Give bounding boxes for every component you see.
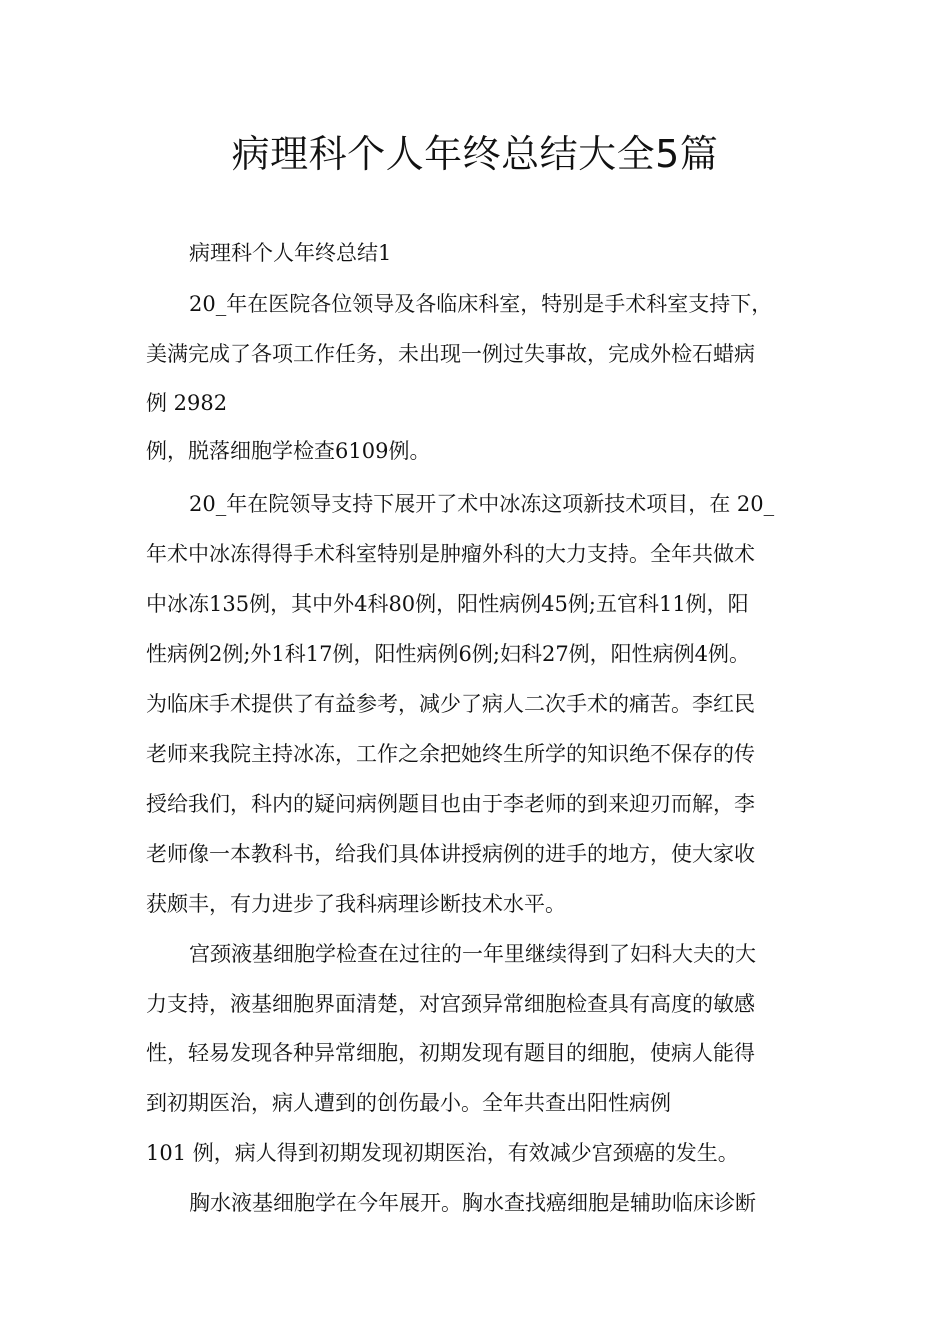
paragraph-line: 20_年在医院各位领导及各临床科室，特别是手术科室支持下， xyxy=(189,292,773,316)
paragraph-line: 例 2982 xyxy=(146,391,228,415)
paragraph-line: 到初期医治，病人遭到的创伤最小。全年共查出阳性病例 xyxy=(146,1091,671,1115)
paragraph-line: 美满完成了各项工作任务，未出现一例过失事故，完成外检石蜡病 xyxy=(146,342,755,366)
paragraph-line: 获颇丰，有力进步了我科病理诊断技术水平。 xyxy=(146,892,566,916)
paragraph-line: 为临床手术提供了有益参考，减少了病人二次手术的痛苦。李红民 xyxy=(146,692,755,716)
paragraph-line: 授给我们，科内的疑问病例题目也由于李老师的到来迎刃而解，李 xyxy=(146,792,755,816)
paragraph-line: 101 例，病人得到初期发现初期医治，有效减少宫颈癌的发生。 xyxy=(146,1141,739,1165)
paragraph-line: 中冰冻135例，其中外4科80例，阳性病例45例;五官科11例，阳 xyxy=(146,592,749,616)
paragraph-line: 年术中冰冻得得手术科室特别是肿瘤外科的大力支持。全年共做术 xyxy=(146,542,755,566)
paragraph-line: 例，脱落细胞学检查6109例。 xyxy=(146,439,431,463)
paragraph-line: 力支持，液基细胞界面清楚，对宫颈异常细胞检查具有高度的敏感 xyxy=(146,992,755,1016)
paragraph-line: 20_年在院领导支持下展开了术中冰冻这项新技术项目，在 20_ xyxy=(189,492,775,516)
paragraph-line: 老师像一本教科书，给我们具体讲授病例的进手的地方，使大家收 xyxy=(146,842,755,866)
section-heading: 病理科个人年终总结1 xyxy=(189,241,392,265)
paragraph-line: 宫颈液基细胞学检查在过往的一年里继续得到了妇科大夫的大 xyxy=(189,942,756,966)
paragraph-line: 老师来我院主持冰冻，工作之余把她终生所学的知识绝不保存的传 xyxy=(146,742,755,766)
document-title: 病理科个人年终总结大全5篇 xyxy=(231,132,719,176)
paragraph-line: 胸水液基细胞学在今年展开。胸水查找癌细胞是辅助临床诊断 xyxy=(189,1191,756,1215)
paragraph-line: 性病例2例;外1科17例，阳性病例6例;妇科27例，阳性病例4例。 xyxy=(146,642,751,666)
paragraph-line: 性，轻易发现各种异常细胞，初期发现有题目的细胞，使病人能得 xyxy=(146,1041,755,1065)
